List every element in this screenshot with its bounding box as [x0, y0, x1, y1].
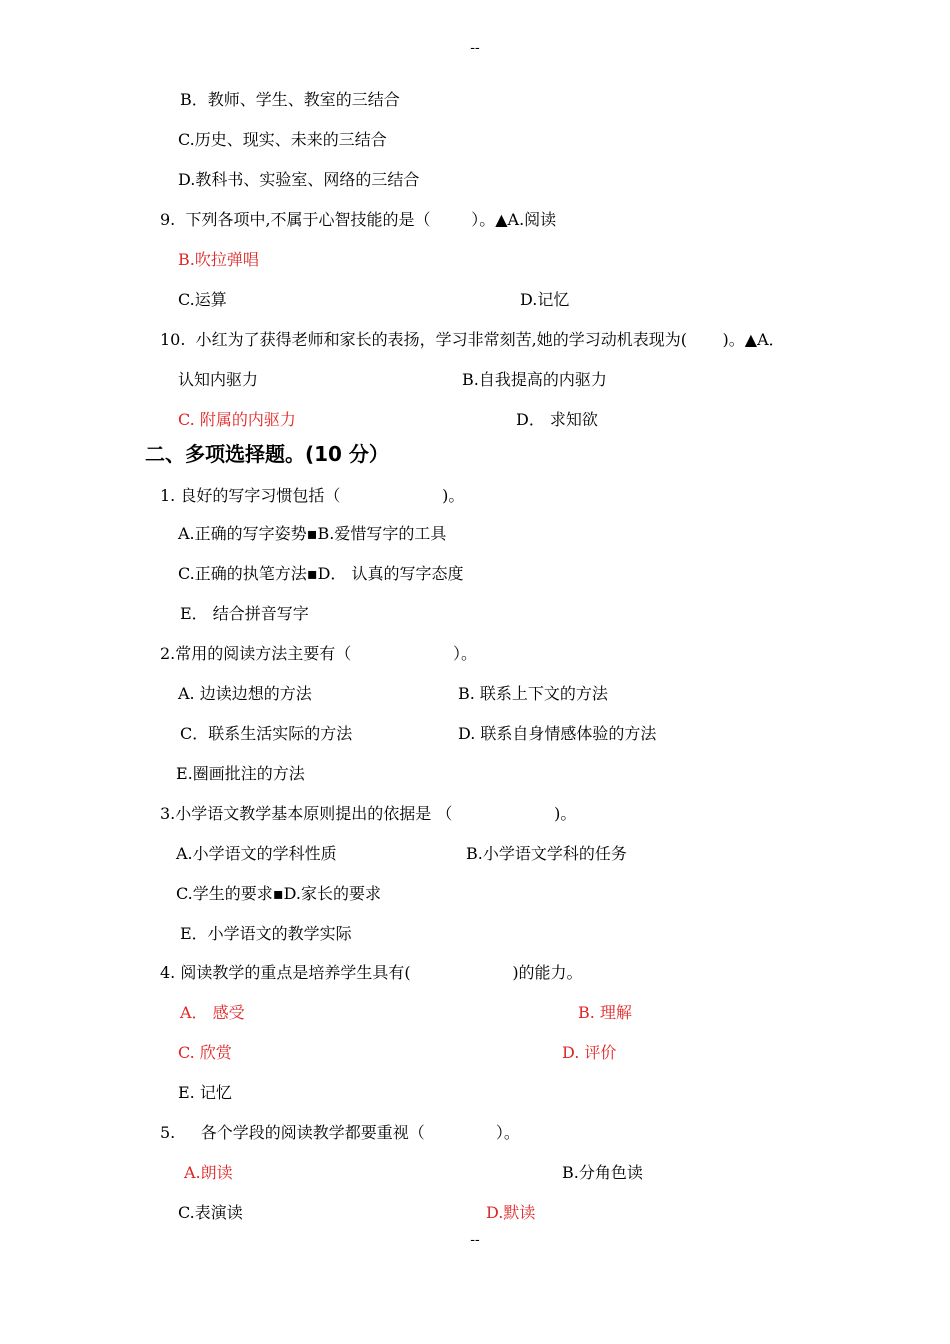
q10-option-a: 认知内驱力	[178, 370, 259, 389]
m5-option-c: C.表演读	[178, 1203, 243, 1222]
m3-option-b: B.小学语文学科的任务	[466, 844, 627, 863]
m4-option-d: D. 评价	[562, 1043, 617, 1062]
m1-options-ab: A.正确的写字姿势▪B.爱惜写字的工具	[178, 524, 447, 543]
q9-stem: 9. 下列各项中,不属于心智技能的是（ ）。▲A.阅读	[160, 210, 557, 229]
m3-options-cd: C.学生的要求▪D.家长的要求	[176, 884, 381, 903]
q9-option-c: C.运算	[178, 290, 227, 309]
m2-option-a: A. 边读边想的方法	[178, 684, 312, 703]
m2-option-d: D. 联系自身情感体验的方法	[458, 724, 657, 743]
m5-option-a: A.朗读	[184, 1163, 233, 1182]
m2-option-e: E.圈画批注的方法	[176, 764, 305, 783]
section-heading-multiple-choice: 二、多项选择题。(10 分）	[145, 442, 389, 466]
q9-option-d: D.记忆	[520, 290, 570, 309]
m3-option-a: A.小学语文的学科性质	[176, 844, 337, 863]
m4-option-b: B. 理解	[578, 1003, 632, 1022]
m5-option-d: D.默读	[486, 1203, 536, 1222]
m5-stem: 5. 各个学段的阅读教学都要重视（ ）。	[160, 1123, 520, 1142]
q10-option-c: C. 附属的内驱力	[178, 410, 296, 429]
q8-option-c: C.历史、现实、未来的三结合	[178, 130, 387, 149]
q8-option-b: B．教师、学生、教室的三结合	[180, 90, 400, 109]
m4-option-e: E. 记忆	[178, 1083, 232, 1102]
m1-option-e: E． 结合拼音写字	[180, 604, 309, 623]
q10-option-d: D． 求知欲	[516, 410, 598, 429]
m3-stem: 3.小学语文教学基本原则提出的依据是 （ )。	[160, 804, 577, 823]
q10-option-b: B.自我提高的内驱力	[462, 370, 607, 389]
q10-stem: 10. 小红为了获得老师和家长的表扬，学习非常刻苦,她的学习动机表现为( )。▲A．	[160, 330, 785, 349]
header-mark: --	[470, 40, 480, 56]
m2-option-b: B. 联系上下文的方法	[458, 684, 608, 703]
m1-stem: 1. 良好的写字习惯包括（ )。	[160, 486, 465, 505]
m1-options-cd: C.正确的执笔方法▪D． 认真的写字态度	[178, 564, 464, 583]
m4-option-c: C. 欣赏	[178, 1043, 232, 1062]
m2-option-c: C．联系生活实际的方法	[180, 724, 353, 743]
q9-option-b: B.吹拉弹唱	[178, 250, 259, 269]
m2-stem: 2.常用的阅读方法主要有（ ）。	[160, 644, 477, 663]
footer-mark: --	[470, 1232, 480, 1248]
m5-option-b: B.分角色读	[562, 1163, 643, 1182]
m4-stem: 4. 阅读教学的重点是培养学生具有( )的能力。	[160, 963, 583, 982]
m3-option-e: E．小学语文的教学实际	[180, 924, 352, 943]
m4-option-a: A． 感受	[180, 1003, 245, 1022]
q8-option-d: D.教科书、实验室、网络的三结合	[178, 170, 420, 189]
